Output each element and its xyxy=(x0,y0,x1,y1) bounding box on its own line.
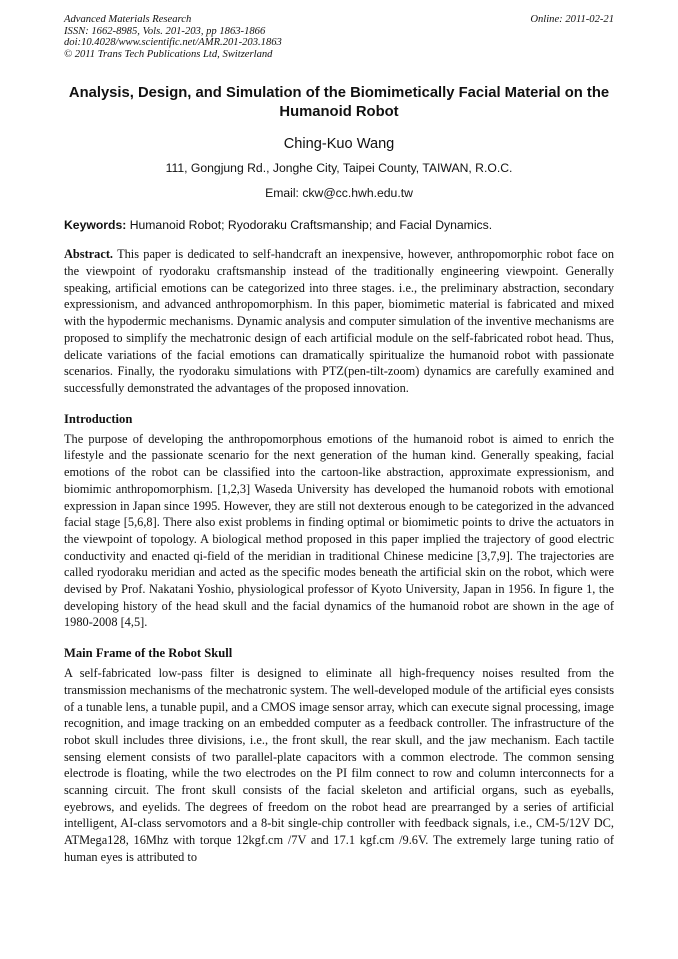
keywords-label: Keywords: xyxy=(64,218,127,233)
online-date: Online: 2011-02-21 xyxy=(530,14,614,25)
abstract xyxy=(64,246,614,396)
author-email: Email: ckw@cc.hwh.edu.tw xyxy=(265,186,413,201)
section-heading-main-frame: Main Frame of the Robot Skull xyxy=(64,646,233,661)
section-body-main-frame: A self-fabricated low-pass filter is designed to eliminate all high-frequency noises resulted from the transmission mechanisms of the mechatronic system. The well-developed module of the artificial eyes consists of a tunable lens, a tunable pupil, and a CMOS image sensor array, which can execute signal processing, image recognition, and image tracking on an embedded computer as a feedback controller. The infrastructure of the robot skull includes three divisions, i.e., the front skull, the rear skull, and the jaw mechanism. Each tactile sensing element consists of two parallel-plate capacitors with a common electrode. The common sensing electrode is floating, while the two electrodes on the PI film connect to row and column interconnects for a scanning circuit. The front skull consists of the facial skeleton and artificial organs, such as eyeballs, eyebrows, and eyelids. The degrees of freedom on the robot head are prearranged by a series of artificial intelligent, AI-class servomotors and a 8-bit single-chip controller with feedback signals, i.e., CM-5/12V DC, ATMega128, 16Mhz with torque 12kgf.cm /7V and 17.1 kgf.cm /9.6V. The extremely large tuning ratio of human eyes is attributed to xyxy=(64,666,614,864)
copyright-line: © 2011 Trans Tech Publications Ltd, Switzerland xyxy=(64,48,273,60)
section-body-introduction: The purpose of developing the anthropomorphous emotions of the humanoid robot is aimed to enrich the lifestyle and the passionate scenario for the next generation of the human kind. Generally speaking, facial emotions of the robot can be classified into the cartoon-like abstraction, approximate expressionism, and biomimic anthropomorphism. [1,2,3] Waseda University has developed the humanoid robots with emotional expression in Japan since 1995. However, they are still not dexterous enough to be categorized in the advanced facial stage [5,6,8]. There also exist problems in finding optimal or biomimetic points to drive the actuators in the viewpoint of topology. A biological method proposed in this paper implied the trajectory of good electric conductivity and enacted qi-field of the meridian in traditional Chinese medicine [3,7,9]. The trajectories are called ryodoraku meridian and acted as the specific modes beneath the artificial skin on the robot, which were devised by Prof. Nakatani Yoshio, physiological professor of Kyoto University, Japan in 1956. In figure 1, the developing history of the head skull and the facial dynamics of the humanoid robot are shown in the age of 1980-2008 [4,5]. xyxy=(64,431,614,630)
publication-header xyxy=(64,14,614,60)
author-affiliation: 111, Gongjung Rd., Jonghe City, Taipei County, TAIWAN, R.O.C. xyxy=(165,161,513,176)
keywords xyxy=(64,218,614,233)
paper-title: Analysis, Design, and Simulation of the Biomimetically Facial Material on the Humanoid Robot xyxy=(68,85,610,121)
issn-line: ISSN: 1662-8985, Vols. 201-203, pp 1863-1866 xyxy=(64,25,266,37)
section-heading-introduction: Introduction xyxy=(64,411,133,426)
author-name: Ching-Kuo Wang xyxy=(283,136,395,153)
doi-line: doi:10.4028/www.scientific.net/AMR.201-203.1863 xyxy=(64,37,282,49)
abstract-label: Abstract. xyxy=(64,247,114,262)
journal-name: Advanced Materials Research xyxy=(64,14,192,25)
abstract-text: This paper is dedicated to self-handcraft an inexpensive, however, anthropomorphic robot face on the viewpoint of ryodoraku craftsmanship instead of the traditionally engineering viewpoint. Generally speaking, artificial emotions can be categorized into three stages. i.e., the preliminary abstraction, secondary expressionism, and advanced anthropomorphism. In this paper, biomimetic material is fabricated and mixed with the hypodermic mechanisms. Dynamic analysis and computer simulation of the inventive mechanisms are proposed to simplify the mechatronic design of each artificial module on the self-fabricated robot head. Thus, delicate variations of the facial emotions can dramatically spiritualize the humanoid robot with passionate scenarios. Finally, the ryodoraku simulations with PTZ(pen-tilt-zoom) dynamics are carefully examined and successfully demonstrated the advantages of the proposed innovation. xyxy=(64,247,614,395)
keywords-text: Humanoid Robot; Ryodoraku Craftsmanship; and Facial Dynamics. xyxy=(126,218,493,233)
